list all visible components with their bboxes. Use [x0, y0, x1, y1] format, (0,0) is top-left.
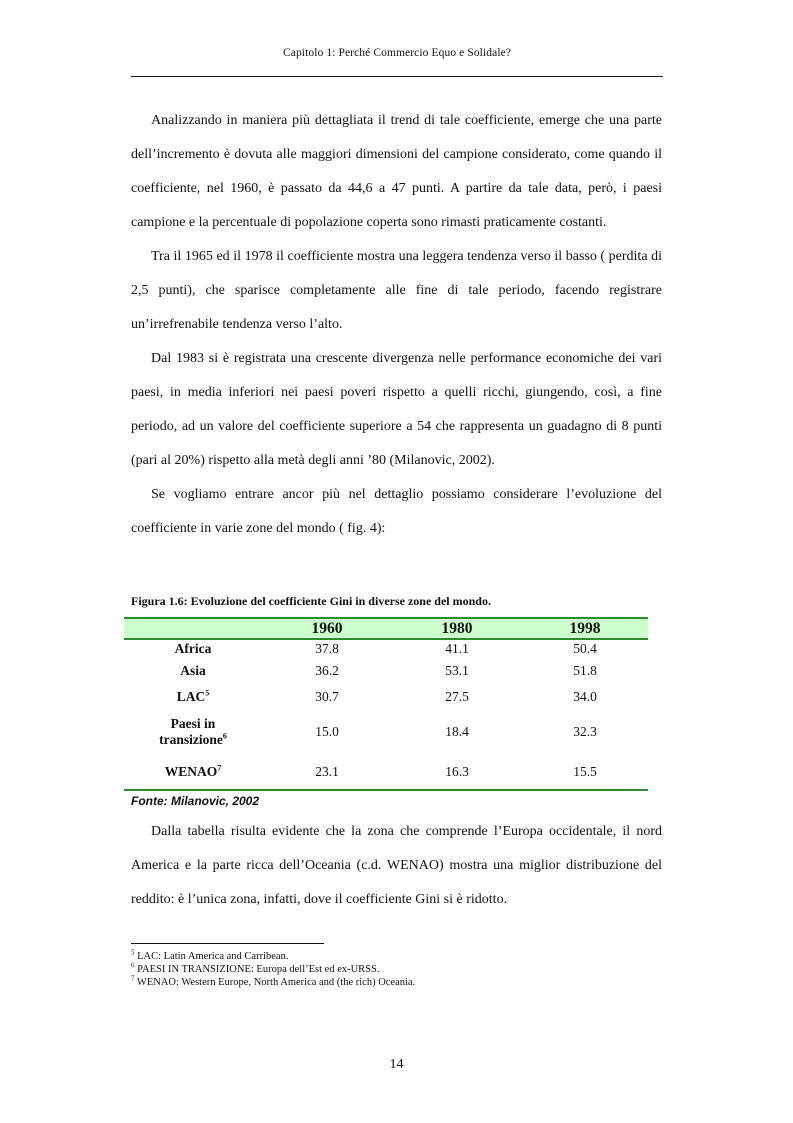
table-cell: 32.3: [573, 724, 597, 739]
footnote: [131, 950, 415, 963]
footnote-number: 7: [131, 974, 135, 983]
footnote-ref: 6: [222, 731, 227, 741]
footnote-ref: 5: [205, 688, 210, 698]
footnote-text: WENAO: Western Europe, North America and (the rich) Oceania.: [134, 977, 416, 988]
paragraph: Tra il 1965 ed il 1978 il coefficiente mostra una leggera tendenza verso il basso ( perdita di 2,5 punti), che sparisce completamente alle fine di tale periodo, facendo registrare un’irrefrenabile tendenza verso l’alto.: [131, 249, 662, 332]
paragraph: Dal 1983 si è registrata una crescente divergenza nelle performance economiche dei vari paesi, in media inferiori nei paesi poveri rispetto a quelli ricchi, giungendo, così, a fine periodo, ad un valore del coefficiente superiore a 54 che rappresenta un guadagno di 8 punti (pari al 20%) rispetto alla metà degli anni ’80 (Milanovic, 2002).: [131, 351, 662, 468]
table-cell: 15.5: [522, 754, 648, 790]
running-header: Capitolo 1: Perché Commercio Equo e Solidale?: [282, 47, 512, 59]
row-label: [124, 639, 262, 658]
footnotes: [131, 950, 415, 989]
table-cell: 37.8: [315, 641, 339, 656]
table-cell: 34.0: [573, 689, 597, 704]
row-label: [124, 658, 262, 684]
table-cell: 23.1: [262, 754, 392, 790]
row-label-text: WENAO: [164, 763, 218, 779]
paragraph: Dalla tabella risulta evidente che la zona che comprende l’Europa occidentale, il nord America e la parte ricca dell’Oceania (c.d. WENAO) mostra una miglior distribuzione del reddito: è l’unica zona, infatti, dove il coefficiente Gini si è ridotto.: [131, 824, 662, 907]
table-row: [124, 639, 648, 658]
row-label-line: Paesi in: [170, 716, 216, 731]
footnote: [131, 976, 415, 989]
table-cell: 15.0: [315, 724, 339, 739]
header-rule: [131, 76, 663, 77]
table-cell: 18.4: [445, 724, 469, 739]
table-row: [124, 754, 648, 790]
page-number: 14: [389, 1057, 404, 1072]
footnote-ref: 7: [217, 763, 222, 772]
table-cell: 50.4: [573, 641, 597, 656]
body-text: [131, 104, 662, 546]
table-source: Fonte: Milanovic, 2002: [131, 794, 260, 808]
table-cell: 27.5: [445, 689, 469, 704]
column-header: 1980: [392, 618, 522, 639]
footnote-rule: [131, 943, 324, 944]
table-row: [124, 658, 648, 684]
column-header: 1998: [522, 618, 648, 639]
footnote: [131, 963, 415, 976]
footnote-text: PAESI IN TRANSIZIONE: Europa dell’Est ed ex-URSS.: [134, 964, 380, 975]
table-cell: 16.3: [392, 754, 522, 790]
row-label: [124, 684, 262, 710]
table-cell: 30.7: [315, 689, 339, 704]
table-cell: 36.2: [315, 663, 339, 678]
table-row: [124, 710, 648, 754]
table-cell: 51.8: [573, 663, 597, 678]
row-label-text: Asia: [180, 663, 206, 678]
row-label-line: transizione: [159, 732, 223, 747]
table-header-row: [124, 618, 648, 639]
row-label-text: LAC: [176, 689, 206, 704]
gini-table: [124, 617, 648, 791]
paragraph: Se vogliamo entrare ancor più nel dettaglio possiamo considerare l’evoluzione del coefficiente in varie zone del mondo ( fig. 4):: [131, 487, 662, 536]
row-label: [124, 754, 262, 790]
footnote-text: LAC: Latin America and Carribean.: [134, 951, 289, 962]
paragraph: Analizzando in maniera più dettagliata il trend di tale coefficiente, emerge che una parte dell’incremento è dovuta alle maggiori dimensioni del campione considerato, come quando il coefficiente, nel 1960, è passato da 44,6 a 47 punti. A partire da tale data, però, i paesi campione e la percentuale di popolazione coperta sono rimasti praticamente costanti.: [131, 113, 662, 230]
row-label: [124, 710, 262, 754]
footnote-number: 5: [131, 948, 135, 957]
footnote-number: 6: [131, 961, 135, 970]
table-corner-cell: [124, 618, 262, 639]
table-row: [124, 684, 648, 710]
body-text-after-table: [131, 815, 662, 917]
table-cell: 53.1: [445, 663, 469, 678]
table-caption: Figura 1.6: Evoluzione del coefficiente Gini in diverse zone del mondo.: [131, 594, 491, 608]
row-label-text: Africa: [174, 641, 212, 656]
table-cell: 41.1: [445, 641, 469, 656]
column-header: 1960: [262, 618, 392, 639]
